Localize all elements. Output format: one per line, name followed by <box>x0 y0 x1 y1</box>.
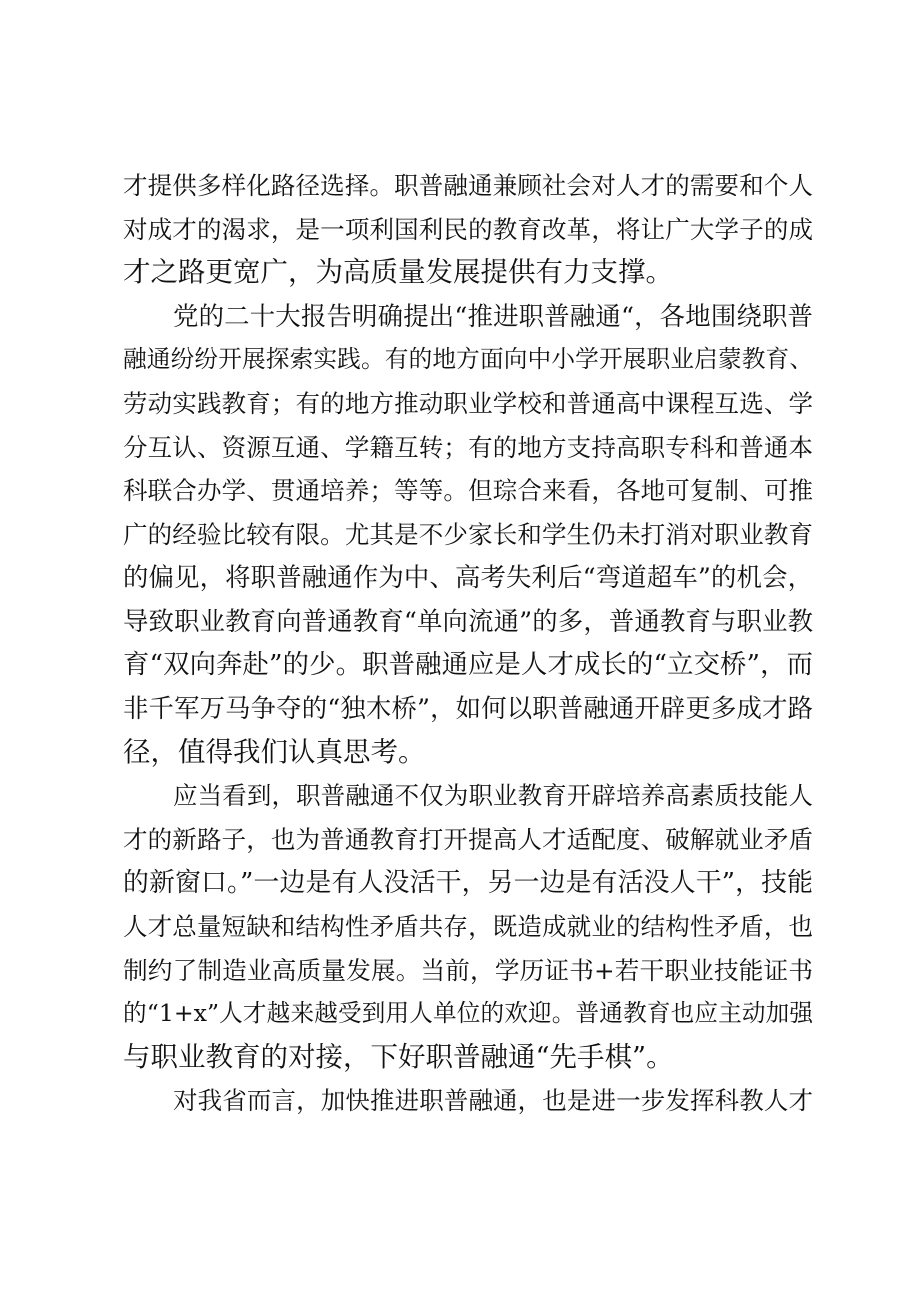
paragraph-line: 人才总量短缺和结构性矛盾共存，既造成就业的结构性矛盾，也 <box>123 912 813 942</box>
paragraph-line: 导致职业教育向普通教育“单向流通”的多，普通教育与职业教 <box>123 605 813 636</box>
paragraph-line: 与职业教育的对接，下好职普融通“先手棋”。 <box>123 1040 674 1073</box>
paragraph-2 <box>123 295 813 775</box>
paragraph-1 <box>123 164 813 295</box>
paragraph-line: 才的新路子，也为普通教育打开提高人才适配度、破解就业矛盾 <box>123 824 813 854</box>
paragraph-line: 径，值得我们认真思考。 <box>123 735 426 768</box>
paragraph-line: 科联合办学、贯通培养；等等。但琮合来看，各地可复制、可推 <box>123 476 813 506</box>
paragraph-4 <box>123 1079 813 1123</box>
paragraph-line: 制约了制造业高质量发展。当前，学历证书+若干职业技能证书 <box>123 955 813 985</box>
paragraph-line: 非千军万马争夺的“独木桥”，如何以职普融通开辟更多成才路 <box>123 693 813 724</box>
paragraph-line: 分互认、资源互通、学籍互转；有的地方支持高职专科和普通本 <box>123 432 813 462</box>
paragraph-line: 育“双向奔赴”的少。职普融通应是人才成长的“立交桥”，而 <box>123 649 813 680</box>
paragraph-line: 党的二十大报告明确提出“推进职普融通“，各地围绕职普 <box>173 300 813 331</box>
paragraph-line: 的新窗口。”一边是有人没活干，另一边是有活没人干”，技能 <box>123 867 813 898</box>
paragraph-line: 融通纷纷开展探索实践。有的地方面向中小学开展职业启蒙教育、 <box>123 345 813 374</box>
paragraph-line: 广的经验比较有限。尤其是不少家长和学生仍未打消对职业教育 <box>123 519 813 549</box>
paragraph-line: 的“1+x”人才越来越受到用人单位的欢迎。普通教育也应主动加强 <box>123 999 813 1028</box>
body-text <box>123 164 813 1123</box>
paragraph-line: 对我省而言，加快推进职普融通，也是进一步发挥科教人才 <box>173 1086 813 1116</box>
paragraph-line: 对成才的渴求，是一项利国利民的教育改革，将让广大学子的成 <box>123 214 813 244</box>
paragraph-line: 才之路更宽广，为高质量发展提供有力支撑。 <box>123 256 673 289</box>
paragraph-line: 应当看到，职普融通不仅为职业教育开辟培养高素质技能人 <box>173 781 813 811</box>
paragraph-3 <box>123 774 813 1079</box>
paragraph-line: 的偏见，将职普融通作为中、高考失利后“弯道超车”的机会， <box>123 562 813 593</box>
paragraph-line: 劳动实践教育；有的地方推动职业学校和普通高中课程互选、学 <box>123 388 813 418</box>
paragraph-line: 才提供多样化路径选择。职普融通兼顾社会对人才的需要和个人 <box>123 171 813 200</box>
